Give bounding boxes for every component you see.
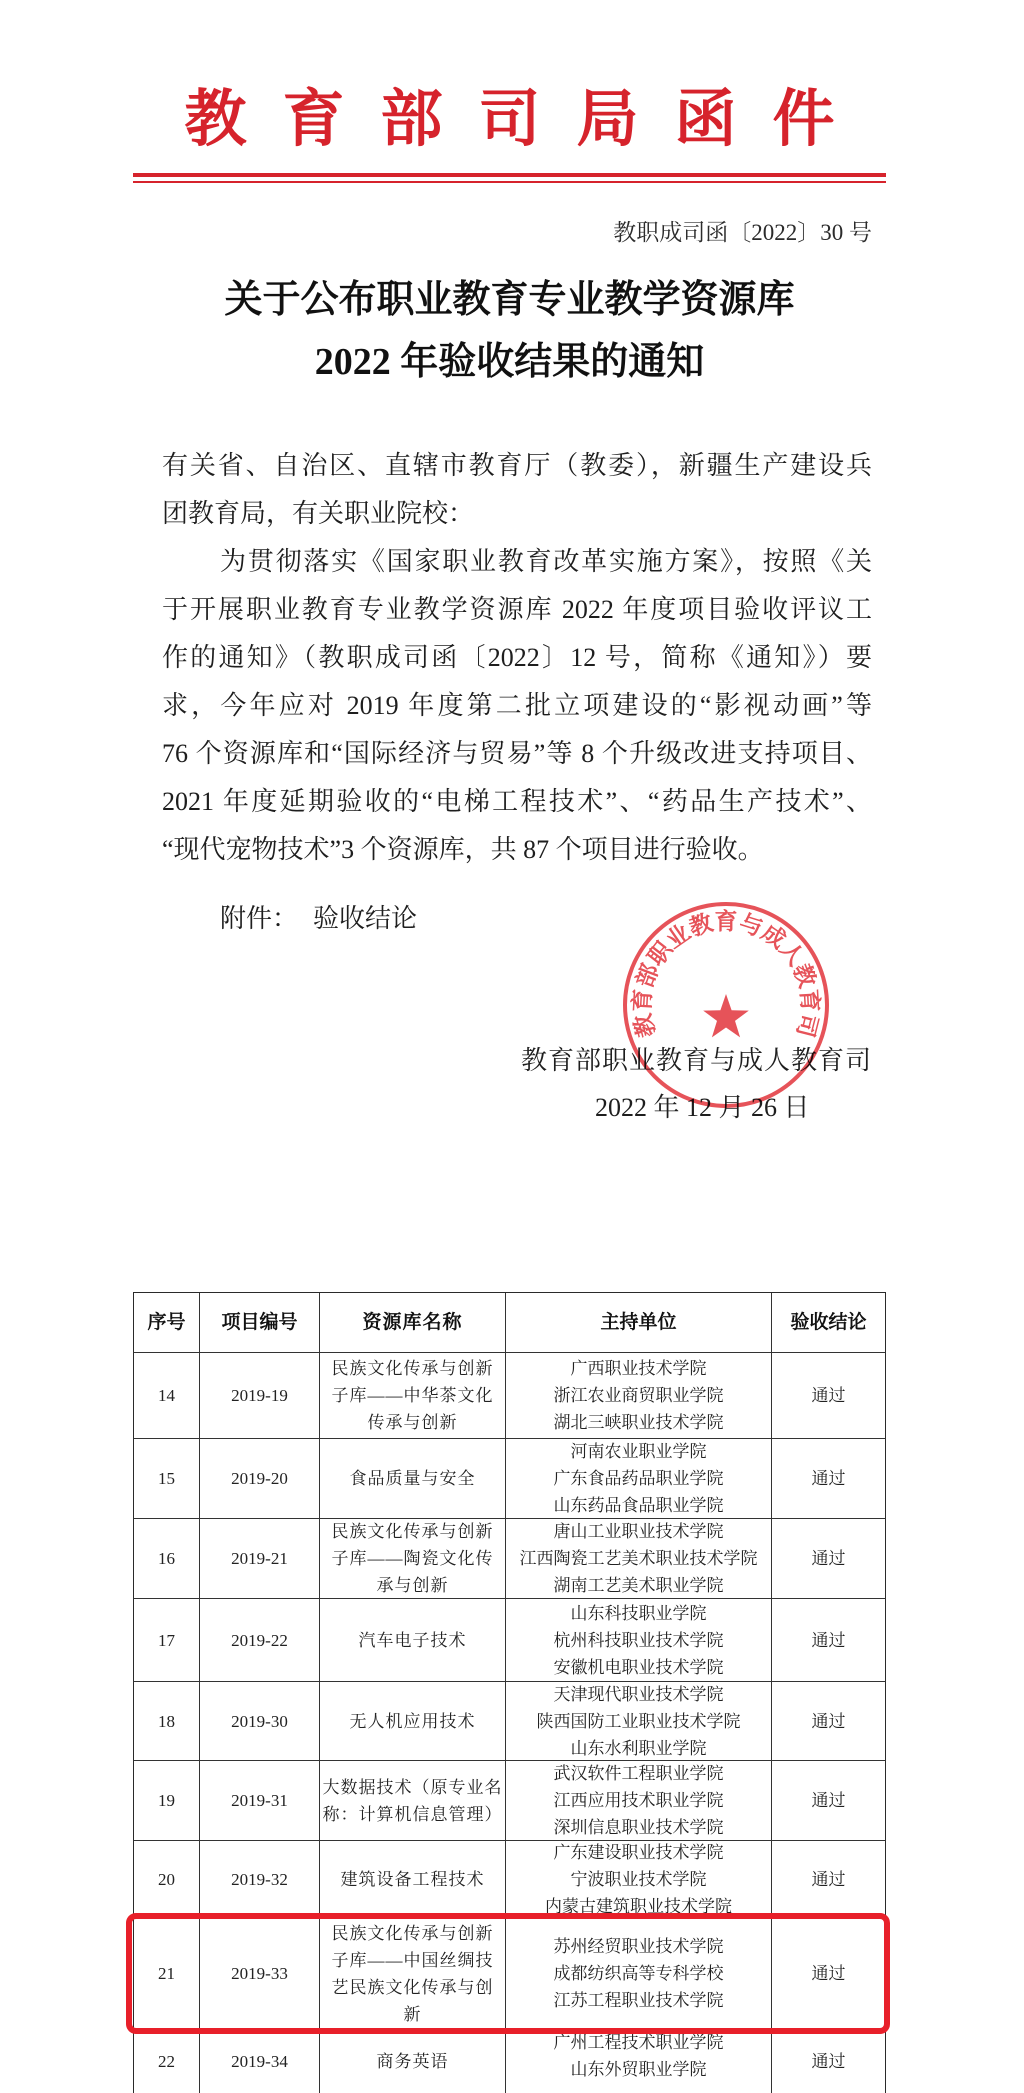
host-institution: 山东水利职业学院 bbox=[570, 1738, 707, 1758]
host-institution: 浙江农业商贸职业学院 bbox=[553, 1386, 724, 1405]
library-name-line: 民族文化传承与创新 bbox=[331, 1923, 494, 1943]
library-name-cell bbox=[320, 2029, 506, 2093]
document-title-line-1: 关于公布职业教育专业教学资源库 bbox=[224, 279, 795, 321]
host-institutions-cell bbox=[506, 1353, 772, 1439]
body-line: 于开展职业教育专业教学资源库 2022 年度项目验收评议工 bbox=[162, 595, 872, 624]
host-institution: 广西职业技术学院 bbox=[570, 1359, 707, 1378]
table-row bbox=[133, 1761, 886, 1841]
header-label: 项目编号 bbox=[221, 1311, 298, 1333]
header-library-name bbox=[320, 1293, 506, 1353]
body-line: 求，今年应对 2019 年度第二批立项建设的“影视动画”等 bbox=[162, 691, 872, 720]
host-institution: 宁波职业技术学院 bbox=[570, 1870, 707, 1889]
header-label: 主持单位 bbox=[600, 1311, 677, 1333]
host-institution: 山东科技职业学院 bbox=[570, 1603, 707, 1623]
project-code-cell bbox=[200, 1841, 320, 1919]
host-institution: 武汉软件工程职业学院 bbox=[553, 1764, 724, 1783]
host-institution: 内蒙古建筑职业技术学院 bbox=[545, 1897, 732, 1916]
row-number-text: 17 bbox=[158, 1630, 175, 1650]
header-label: 资源库名称 bbox=[362, 1311, 463, 1333]
library-name-cell bbox=[320, 1761, 506, 1841]
acceptance-result-text: 通过 bbox=[811, 1711, 846, 1731]
body-line: “现代宠物技术”3 个资源库，共 87 个项目进行验收。 bbox=[162, 835, 764, 864]
row-number-cell bbox=[133, 1761, 200, 1841]
host-institution: 唐山工业职业技术学院 bbox=[553, 1522, 724, 1541]
host-institution: 湖南工艺美术职业学院 bbox=[553, 1576, 724, 1595]
highlight-box bbox=[126, 1913, 890, 2034]
letterhead-title: 教育部司局函件 bbox=[184, 86, 871, 154]
letterhead-rule-thin bbox=[133, 181, 886, 183]
host-institution: 天津现代职业技术学院 bbox=[553, 1684, 724, 1704]
letterhead-rule-thick bbox=[133, 173, 886, 177]
table-row bbox=[133, 1682, 886, 1761]
acceptance-result-text: 通过 bbox=[811, 1870, 846, 1889]
project-code-text: 2019-19 bbox=[231, 1386, 288, 1405]
header-acceptance-result bbox=[772, 1293, 886, 1353]
row-number-cell bbox=[133, 1353, 200, 1439]
acceptance-result-text: 通过 bbox=[811, 1549, 846, 1568]
project-code-cell bbox=[200, 1439, 320, 1519]
library-name-line: 艺民族文化传承与创 bbox=[331, 1977, 494, 1997]
host-institution: 广东食品药品职业学院 bbox=[553, 1469, 724, 1488]
project-code-text: 2019-31 bbox=[231, 1791, 288, 1810]
host-institution: 深圳信息职业技术学院 bbox=[553, 1818, 724, 1837]
library-name-cell bbox=[320, 1353, 506, 1439]
host-institutions-cell bbox=[506, 1439, 772, 1519]
host-institution: 湖北三峡职业技术学院 bbox=[553, 1413, 724, 1432]
star-icon bbox=[703, 994, 749, 1037]
host-institution: 成都纺织高等专科学校 bbox=[553, 1964, 724, 1983]
seal-lettering: 教育部职业教育与成人教育司 bbox=[628, 908, 824, 1041]
project-code-text: 2019-34 bbox=[231, 2052, 288, 2071]
header-label: 序号 bbox=[147, 1311, 186, 1333]
library-name-line: 民族文化传承与创新 bbox=[331, 1522, 494, 1541]
row-number-text: 16 bbox=[158, 1549, 175, 1568]
project-code-cell bbox=[200, 1519, 320, 1599]
host-institution: 江西应用技术职业学院 bbox=[553, 1791, 724, 1810]
library-name-cell bbox=[320, 1599, 506, 1682]
row-number-text: 22 bbox=[158, 2052, 175, 2071]
acceptance-result-cell bbox=[772, 1599, 886, 1682]
host-institution: 江西陶瓷工艺美术职业技术学院 bbox=[519, 1549, 758, 1568]
host-institution: 河南农业职业学院 bbox=[570, 1442, 707, 1461]
library-name-line: 民族文化传承与创新 bbox=[331, 1359, 494, 1378]
project-code-text: 2019-33 bbox=[231, 1964, 288, 1983]
addressee-line: 有关省、自治区、直辖市教育厅（教委），新疆生产建设兵 bbox=[162, 451, 872, 480]
document-title-line-2: 2022 年验收结果的通知 bbox=[314, 341, 705, 383]
row-number-text: 15 bbox=[158, 1469, 175, 1488]
acceptance-result-text: 通过 bbox=[811, 1964, 846, 1983]
project-code-cell bbox=[200, 1682, 320, 1761]
host-institution: 江苏工程职业技术学院 bbox=[553, 1991, 724, 2010]
library-name-line: 称：计算机信息管理） bbox=[322, 1804, 503, 1824]
project-code-text: 2019-21 bbox=[231, 1549, 288, 1568]
header-host-institutions bbox=[506, 1293, 772, 1353]
header-label: 验收结论 bbox=[790, 1311, 867, 1333]
acceptance-result-cell bbox=[772, 1519, 886, 1599]
acceptance-result-text: 通过 bbox=[811, 1630, 846, 1650]
library-name-line: 承与创新 bbox=[376, 1576, 449, 1595]
table-row bbox=[133, 1519, 886, 1599]
header-row-number bbox=[133, 1293, 200, 1353]
library-name-line: 新 bbox=[403, 2004, 422, 2024]
table-row bbox=[133, 2029, 886, 2093]
acceptance-result-text: 通过 bbox=[811, 1791, 846, 1810]
library-name-line: 建筑设备工程技术 bbox=[340, 1870, 485, 1889]
body-line: 2021 年度延期验收的“电梯工程技术”、“药品生产技术”、 bbox=[162, 787, 872, 816]
host-institutions-cell bbox=[506, 1841, 772, 1919]
row-number-text: 18 bbox=[158, 1711, 175, 1731]
host-institutions-cell bbox=[506, 1519, 772, 1599]
acceptance-result-text: 通过 bbox=[811, 1386, 846, 1405]
issue-date: 2022 年 12 月 26 日 bbox=[595, 1093, 810, 1122]
library-name-cell bbox=[320, 1519, 506, 1599]
body-line: 为贯彻落实《国家职业教育改革实施方案》，按照《关 bbox=[220, 547, 872, 576]
host-institutions-cell bbox=[506, 2029, 772, 2093]
row-number-text: 21 bbox=[158, 1964, 175, 1983]
acceptance-result-text: 通过 bbox=[811, 1469, 846, 1488]
project-code-text: 2019-32 bbox=[231, 1870, 288, 1889]
host-institution: 杭州科技职业技术学院 bbox=[553, 1630, 724, 1650]
attachment-label: 附件： bbox=[220, 904, 299, 933]
project-code-cell bbox=[200, 1761, 320, 1841]
project-code-cell bbox=[200, 2029, 320, 2093]
row-number-cell bbox=[133, 1519, 200, 1599]
library-name-line: 汽车电子技术 bbox=[358, 1630, 467, 1650]
library-name-line: 子库——中国丝绸技 bbox=[331, 1950, 494, 1970]
acceptance-result-text: 通过 bbox=[811, 2052, 846, 2071]
official-seal bbox=[620, 899, 832, 1111]
host-institution: 山东药品食品职业学院 bbox=[553, 1496, 724, 1515]
library-name-line: 大数据技术（原专业名 bbox=[322, 1777, 503, 1797]
header-project-code bbox=[200, 1293, 320, 1353]
host-institutions-cell bbox=[506, 1599, 772, 1682]
acceptance-result-cell bbox=[772, 1682, 886, 1761]
body-line: 76 个资源库和“国际经济与贸易”等 8 个升级改进支持项目、 bbox=[162, 739, 872, 768]
library-name-line: 无人机应用技术 bbox=[349, 1711, 476, 1731]
host-institution: 苏州经贸职业技术学院 bbox=[553, 1937, 724, 1956]
library-name-line: 传承与创新 bbox=[367, 1413, 458, 1432]
host-institution: 山东外贸职业学院 bbox=[570, 2060, 707, 2079]
row-number-text: 20 bbox=[158, 1870, 175, 1889]
host-institution: 陕西国防工业职业技术学院 bbox=[536, 1711, 741, 1731]
project-code-text: 2019-20 bbox=[231, 1469, 288, 1488]
body-line: 作的通知》（教职成司函〔2022〕12 号，简称《通知》）要 bbox=[162, 643, 872, 672]
library-name-line: 商务英语 bbox=[376, 2052, 449, 2071]
host-institutions-cell bbox=[506, 1682, 772, 1761]
row-number-cell bbox=[133, 1682, 200, 1761]
row-number-cell bbox=[133, 1841, 200, 1919]
library-name-line: 子库——中华茶文化 bbox=[331, 1386, 494, 1405]
acceptance-result-cell bbox=[772, 2029, 886, 2093]
host-institution: 广东建设职业技术学院 bbox=[553, 1843, 724, 1862]
document-number: 教职成司函〔2022〕30 号 bbox=[613, 220, 872, 245]
row-number-cell bbox=[133, 1599, 200, 1682]
host-institution: 安徽机电职业技术学院 bbox=[553, 1657, 724, 1677]
project-code-cell bbox=[200, 1353, 320, 1439]
row-number-cell bbox=[133, 2029, 200, 2093]
acceptance-result-cell bbox=[772, 1761, 886, 1841]
table-row bbox=[133, 1353, 886, 1439]
addressee-line: 团教育局，有关职业院校： bbox=[162, 499, 475, 528]
acceptance-result-cell bbox=[772, 1439, 886, 1519]
project-code-text: 2019-30 bbox=[231, 1711, 288, 1731]
table-row bbox=[133, 1439, 886, 1519]
host-institution: 广州工程技术职业学院 bbox=[553, 2033, 724, 2052]
acceptance-result-cell bbox=[772, 1841, 886, 1919]
attachment-value: 验收结论 bbox=[313, 904, 418, 933]
table-row bbox=[133, 1841, 886, 1919]
project-code-cell bbox=[200, 1599, 320, 1682]
library-name-cell bbox=[320, 1682, 506, 1761]
library-name-cell bbox=[320, 1841, 506, 1919]
row-number-text: 19 bbox=[158, 1791, 175, 1810]
table-row bbox=[133, 1599, 886, 1682]
project-code-text: 2019-22 bbox=[231, 1630, 288, 1650]
library-name-cell bbox=[320, 1439, 506, 1519]
library-name-line: 食品质量与安全 bbox=[349, 1469, 476, 1488]
host-institutions-cell bbox=[506, 1761, 772, 1841]
table-header-row bbox=[133, 1293, 886, 1353]
row-number-text: 14 bbox=[158, 1386, 175, 1405]
acceptance-result-cell bbox=[772, 1353, 886, 1439]
signer-name: 教育部职业教育与成人教育司 bbox=[520, 1046, 872, 1075]
row-number-cell bbox=[133, 1439, 200, 1519]
library-name-line: 子库——陶瓷文化传 bbox=[331, 1549, 494, 1568]
